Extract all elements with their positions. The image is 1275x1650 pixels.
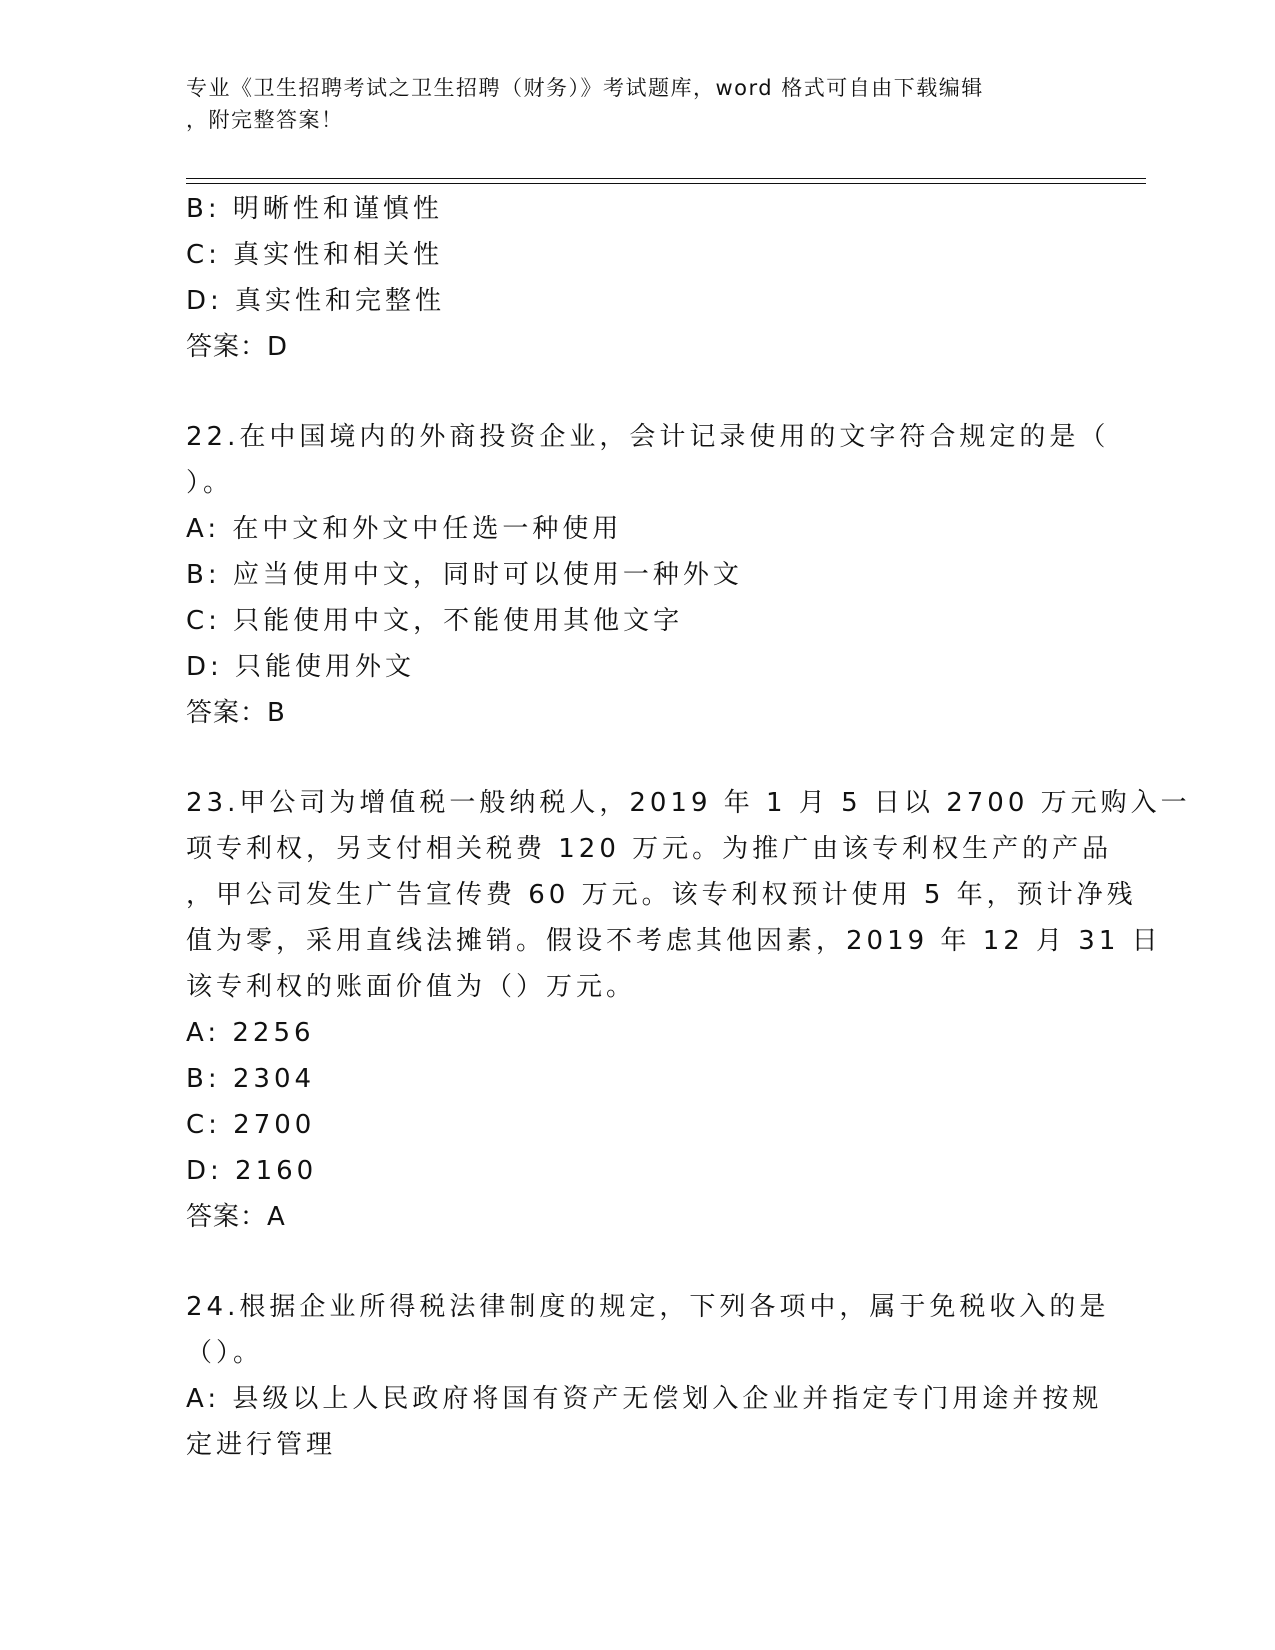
question-text-line: 23.甲公司为增值税一般纳税人，2019 年 1 月 5 日以 2700 万元购入一 [186,788,1191,818]
question-text-line: 22.在中国境内的外商投资企业，会计记录使用的文字符合规定的是（ [186,422,1110,452]
answer: 答案：A [186,1202,286,1232]
option-a: A: 在中文和外文中任选一种使用 [186,514,623,544]
option-a: A: 县级以上人民政府将国有资产无偿划入企业并指定专门用途并按规 [186,1384,1103,1414]
option-b: B: 2304 [186,1064,316,1094]
option-d: D: 真实性和完整性 [186,286,446,316]
question-text-line: ，甲公司发生广告宣传费 60 万元。该专利权预计使用 5 年，预计净残 [186,880,1137,910]
header-line-2: ，附完整答案！ [186,108,344,132]
header-line-1: 专业《卫生招聘考试之卫生招聘（财务）》考试题库，word 格式可自由下载编辑 [186,76,984,100]
option-c: C: 真实性和相关性 [186,240,444,270]
option-d: D: 2160 [186,1156,318,1186]
option-d: D: 只能使用外文 [186,652,416,682]
question-text-line: 该专利权的账面价值为（）万元。 [186,972,637,1002]
document-header [186,72,1066,136]
answer: 答案：B [186,698,286,728]
answer: 答案：D [186,332,289,362]
header-divider-bottom [186,183,1146,184]
question-21-continued [186,186,1066,370]
option-c: C: 只能使用中文，不能使用其他文字 [186,606,684,636]
question-text-line: ）。 [186,468,234,498]
option-c: C: 2700 [186,1110,316,1140]
question-text-line: 值为零，采用直线法摊销。假设不考虑其他因素，2019 年 12 月 31 日 [186,926,1162,956]
header-divider-top [186,178,1146,179]
document-body [186,186,1191,1468]
question-23 [186,780,1191,1240]
question-22 [186,414,1110,736]
option-b: B: 明晰性和谨慎性 [186,194,443,224]
question-text-line: 24.根据企业所得税法律制度的规定，下列各项中，属于免税收入的是 [186,1292,1110,1322]
question-text-line: 项专利权，另支付相关税费 120 万元。为推广由该专利权生产的产品 [186,834,1113,864]
option-a-continued: 定进行管理 [186,1430,337,1460]
option-a: A: 2256 [186,1018,315,1048]
option-b: B: 应当使用中文，同时可以使用一种外文 [186,560,743,590]
question-24 [186,1284,1110,1468]
question-text-line: （）。 [186,1338,264,1368]
